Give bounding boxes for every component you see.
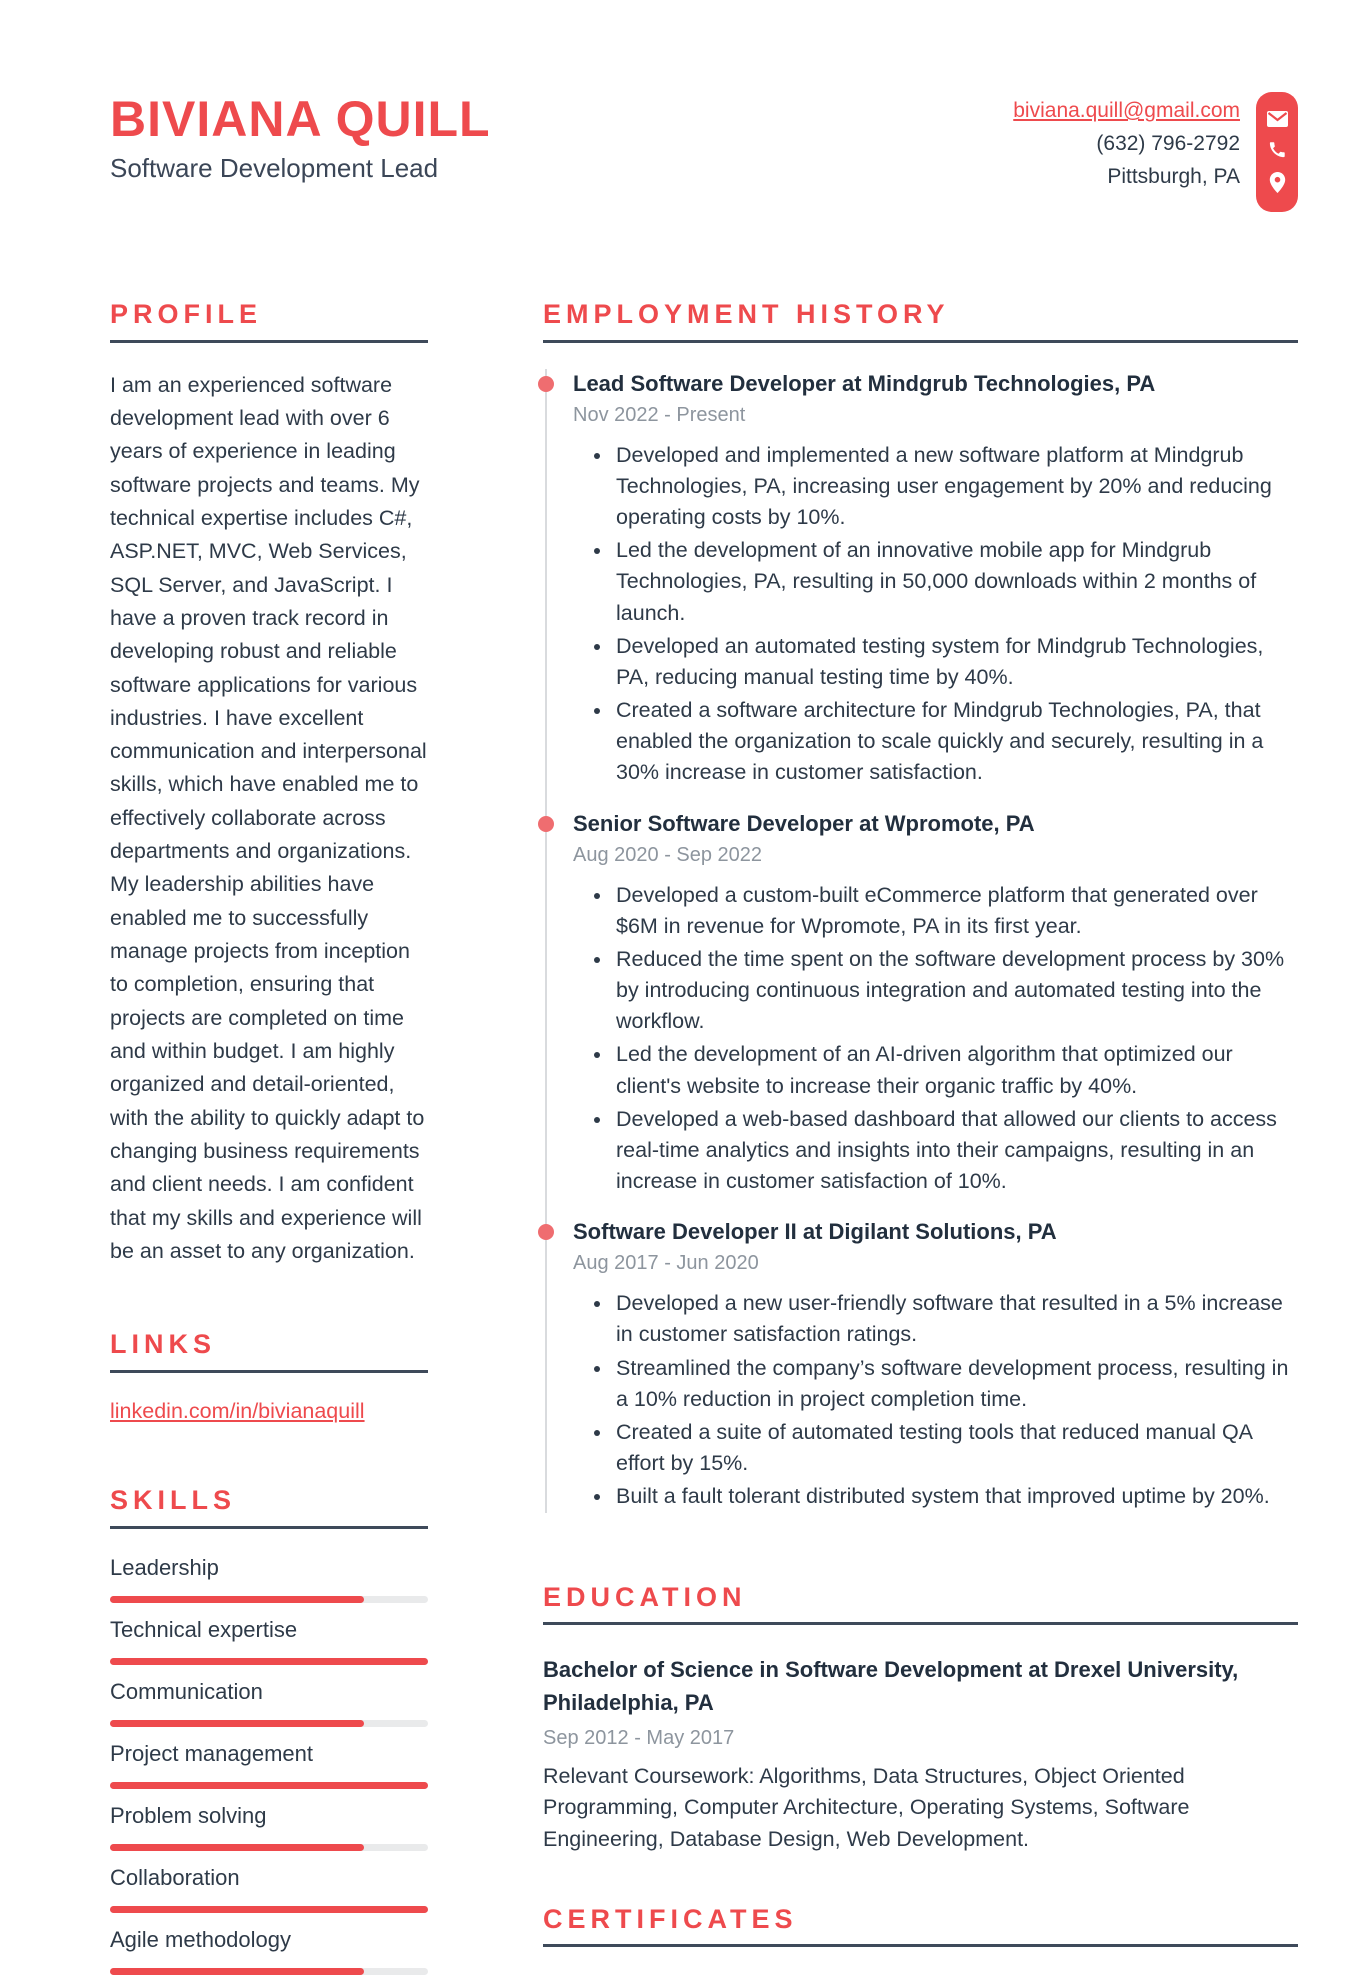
skill-bar-fill bbox=[110, 1782, 428, 1789]
job-bullet: • Developed an automated testing system for Mindgrub Technologies, PA, reducing manual testing time by 40%. bbox=[613, 631, 1298, 693]
job-bullet: • Developed and implemented a new software platform at Mindgrub Technologies, PA, increasing user engagement by 20% and reducing operating costs by 10%. bbox=[613, 440, 1298, 534]
skill-label: Collaboration bbox=[110, 1864, 240, 1890]
job-dates: Aug 2017 - Jun 2020 bbox=[573, 1252, 759, 1275]
job-bullet: • Led the development of an AI-driven algorithm that optimized our client's website to increase their organic traffic by 40%. bbox=[613, 1039, 1298, 1101]
email-icon bbox=[1267, 111, 1288, 127]
phone-icon bbox=[1268, 140, 1287, 159]
location-pin-icon bbox=[1269, 172, 1286, 193]
certificates-heading-rule bbox=[543, 1944, 1298, 1947]
job-entry bbox=[573, 1217, 1298, 1512]
education-section bbox=[543, 1583, 1298, 1855]
skill-bar-fill bbox=[110, 1658, 428, 1665]
email-link[interactable]: biviana.quill@gmail.com bbox=[1013, 99, 1240, 122]
job-bullet: • Streamlined the company’s software development process, resulting in a 10% reduction in project completion time. bbox=[613, 1353, 1298, 1415]
skill-bar-fill bbox=[110, 1906, 428, 1913]
skill-bar-track bbox=[110, 1844, 428, 1851]
links-heading: LINKS bbox=[110, 1329, 216, 1360]
contact-block bbox=[1013, 92, 1298, 212]
job-dates: Nov 2022 - Present bbox=[573, 403, 746, 426]
job-dates: Aug 2020 - Sep 2022 bbox=[573, 843, 763, 866]
content-columns bbox=[110, 300, 1298, 1987]
skills-heading: SKILLS bbox=[110, 1484, 237, 1515]
job-bullet-list bbox=[573, 1288, 1298, 1512]
skill-row bbox=[110, 1863, 428, 1913]
education-heading: EDUCATION bbox=[543, 1581, 747, 1612]
job-bullet: • Reduced the time spent on the software development process by 30% by introducing continuous integration and automated testing into the workflow. bbox=[613, 944, 1298, 1038]
employment-section bbox=[543, 300, 1298, 1513]
job-title: Software Developer II at Digilant Solutions, PA bbox=[573, 1219, 1057, 1245]
skill-label: Communication bbox=[110, 1678, 263, 1704]
skill-label: Technical expertise bbox=[110, 1616, 298, 1642]
skill-bar-track bbox=[110, 1782, 428, 1789]
skill-row bbox=[110, 1925, 428, 1975]
links-list bbox=[110, 1373, 428, 1424]
skill-row bbox=[110, 1801, 428, 1851]
skill-label: Project management bbox=[110, 1740, 313, 1766]
links-section bbox=[110, 1330, 428, 1424]
profile-heading-rule bbox=[110, 340, 428, 343]
job-bullet: • Developed a custom-built eCommerce platform that generated over $6M in revenue for Wpromote, PA in its first year. bbox=[613, 880, 1298, 942]
skill-bar-track bbox=[110, 1658, 428, 1665]
timeline-dot-icon bbox=[538, 376, 554, 392]
education-description: Relevant Coursework: Algorithms, Data Structures, Object Oriented Programming, Computer Architecture, Operating Systems, Software Engineering, Database Design, Web Development. bbox=[543, 1764, 1190, 1851]
job-entry bbox=[573, 369, 1298, 789]
skill-label: Leadership bbox=[110, 1554, 219, 1580]
education-entry bbox=[543, 1653, 1298, 1855]
job-bullet-list bbox=[573, 440, 1298, 789]
contact-lines bbox=[1013, 94, 1240, 193]
profile-section bbox=[110, 300, 428, 1268]
job-bullet-list bbox=[573, 880, 1298, 1198]
phone-number: (632) 796-2792 bbox=[1096, 132, 1240, 155]
job-entry bbox=[573, 809, 1298, 1198]
person-name: BIVIANA QUILL bbox=[110, 91, 491, 147]
education-degree: Bachelor of Science in Software Development at Drexel University, Philadelphia, PA bbox=[543, 1657, 1239, 1716]
skill-row bbox=[110, 1739, 428, 1789]
job-title: Senior Software Developer at Wpromote, PA bbox=[573, 810, 1035, 836]
education-list bbox=[543, 1653, 1298, 1855]
skill-label: Problem solving bbox=[110, 1802, 267, 1828]
skills-list bbox=[110, 1553, 428, 1975]
skill-row bbox=[110, 1553, 428, 1603]
identity-block bbox=[110, 92, 491, 184]
education-heading-rule bbox=[543, 1622, 1298, 1625]
skill-bar-fill bbox=[110, 1596, 364, 1603]
left-column bbox=[110, 300, 428, 1987]
job-bullet: • Developed a web-based dashboard that allowed our clients to access real-time analytics and insights into their campaigns, resulting in an increase in customer satisfaction of 10%. bbox=[613, 1104, 1298, 1198]
location-text: Pittsburgh, PA bbox=[1107, 165, 1240, 188]
timeline-dot-icon bbox=[538, 1224, 554, 1240]
job-title: Lead Software Developer at Mindgrub Technologies, PA bbox=[573, 370, 1156, 396]
job-bullet: • Created a software architecture for Mindgrub Technologies, PA, that enabled the organization to scale quickly and securely, resulting in a 30% increase in customer satisfaction. bbox=[613, 695, 1298, 789]
job-bullet: • Created a suite of automated testing tools that reduced manual QA effort by 15%. bbox=[613, 1417, 1298, 1479]
skill-bar-track bbox=[110, 1720, 428, 1727]
skill-bar-track bbox=[110, 1596, 428, 1603]
skill-bar-fill bbox=[110, 1968, 364, 1975]
employment-timeline bbox=[545, 369, 1298, 1513]
profile-text: I am an experienced software development lead with over 6 years of experience in leading software projects and teams. My technical expertise includes C#, ASP.NET, MVC, Web Services, SQL Server, and JavaScript. I have a proven track record in developing robust and reliable software applications for various industries. I have excellent communication and interpersonal skills, which have enabled me to effectively collaborate across departments and organizations. My leadership abilities have enabled me to successfully manage projects from inception to completion, ensuring that projects are completed on time and within budget. I am highly organized and detail-oriented, with the ability to quickly adapt to changing business requirements and client needs. I am confident that my skills and experience will be an asset to any organization. bbox=[110, 372, 427, 1263]
employment-heading-rule bbox=[543, 340, 1298, 343]
person-job-title: Software Development Lead bbox=[110, 153, 439, 183]
resume-header bbox=[110, 92, 1298, 212]
contact-icon-panel bbox=[1256, 92, 1298, 212]
education-dates: Sep 2012 - May 2017 bbox=[543, 1727, 735, 1750]
certificates-heading: CERTIFICATES bbox=[543, 1903, 798, 1934]
profile-heading: PROFILE bbox=[110, 299, 263, 329]
skill-row bbox=[110, 1615, 428, 1665]
skill-label: Agile methodology bbox=[110, 1926, 292, 1952]
linkedin-link[interactable]: linkedin.com/in/bivianaquill bbox=[110, 1398, 365, 1423]
skill-bar-fill bbox=[110, 1844, 364, 1851]
certificates-section bbox=[543, 1905, 1298, 1948]
right-column bbox=[543, 300, 1298, 1987]
job-bullet: • Developed a new user-friendly software that resulted in a 5% increase in customer satisfaction ratings. bbox=[613, 1288, 1298, 1350]
employment-heading: EMPLOYMENT HISTORY bbox=[543, 299, 950, 329]
skill-bar-fill bbox=[110, 1720, 364, 1727]
job-bullet: • Led the development of an innovative mobile app for Mindgrub Technologies, PA, resulting in 50,000 downloads within 2 months of launch. bbox=[613, 535, 1298, 629]
skill-row bbox=[110, 1677, 428, 1727]
skills-section bbox=[110, 1486, 428, 1975]
skill-bar-track bbox=[110, 1968, 428, 1975]
skills-heading-rule bbox=[110, 1526, 428, 1529]
job-bullet: • Built a fault tolerant distributed system that improved uptime by 20%. bbox=[613, 1481, 1298, 1512]
timeline-dot-icon bbox=[538, 816, 554, 832]
skill-bar-track bbox=[110, 1906, 428, 1913]
